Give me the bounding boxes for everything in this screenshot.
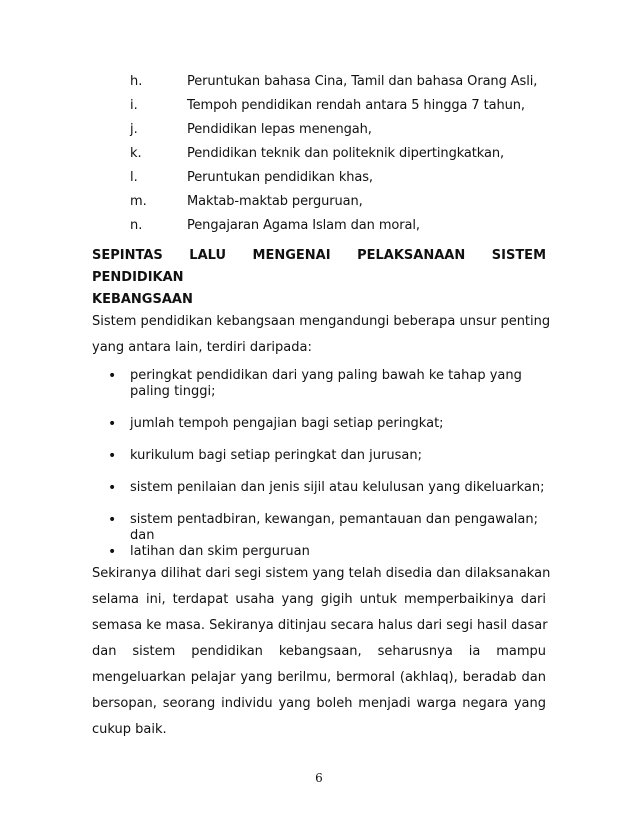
heading-line: SEPINTAS LALU MENGENAI PELAKSANAAN SISTEM PENDIDIKAN <box>92 248 546 285</box>
list-item <box>130 121 590 145</box>
paragraph-line: Sekiranya dilihat dari segi sistem yang telah disedia dan dilaksanakan <box>92 566 551 581</box>
paragraph-line: dan sistem pendidikan kebangsaan, seharusnya ia mampu <box>92 644 546 659</box>
heading-line: KEBANGSAAN <box>92 292 193 307</box>
section-heading <box>92 245 546 311</box>
list-marker: i. <box>130 98 138 113</box>
bullet-icon: • <box>108 448 117 464</box>
list-item <box>108 416 548 448</box>
list-item <box>108 480 548 512</box>
bullet-icon: • <box>108 368 117 384</box>
list-item-text: jumlah tempoh pengajian bagi setiap peringkat; <box>130 416 444 431</box>
conclusion-paragraph <box>92 561 551 743</box>
paragraph-line: mengeluarkan pelajar yang berilmu, bermoral (akhlaq), beradab dan <box>92 670 546 685</box>
list-item-text: Pendidikan teknik dan politeknik dipertingkatkan, <box>187 146 505 161</box>
paragraph-line: bersopan, seorang individu yang boleh menjadi warga negara yang <box>92 696 546 711</box>
list-item-text: Peruntukan bahasa Cina, Tamil dan bahasa Orang Asli, <box>187 74 538 89</box>
list-marker: j. <box>130 122 138 137</box>
paragraph-line: cukup baik. <box>92 722 167 737</box>
bullet-icon: • <box>108 480 117 496</box>
bullet-list <box>108 368 548 564</box>
list-item <box>130 169 590 193</box>
list-item-text: latihan dan skim perguruan <box>130 544 310 559</box>
list-item-text: sistem pentadbiran, kewangan, pemantauan dan pengawalan; dan <box>130 512 539 543</box>
intro-paragraph <box>92 309 551 361</box>
list-item <box>130 145 590 169</box>
list-item <box>108 368 548 416</box>
list-item <box>108 512 548 544</box>
list-item-text: Maktab-maktab perguruan, <box>187 194 363 209</box>
paragraph-line: semasa ke masa. Sekiranya ditinjau secara halus dari segi hasil dasar <box>92 618 548 633</box>
bullet-icon: • <box>108 416 117 432</box>
paragraph-line: selama ini, terdapat usaha yang gigih untuk memperbaikinya dari <box>92 592 546 607</box>
list-item <box>108 448 548 480</box>
list-item <box>130 193 590 217</box>
list-marker: k. <box>130 146 142 161</box>
list-item-text: kurikulum bagi setiap peringkat dan jurusan; <box>130 448 422 463</box>
list-item-text: Pengajaran Agama Islam dan moral, <box>187 218 420 233</box>
list-marker: h. <box>130 74 143 89</box>
list-marker: n. <box>130 218 143 233</box>
list-marker: m. <box>130 194 147 209</box>
list-item-text: Tempoh pendidikan rendah antara 5 hingga 7 tahun, <box>187 98 525 113</box>
paragraph-line: yang antara lain, terdiri daripada: <box>92 340 312 355</box>
bullet-icon: • <box>108 512 117 528</box>
bullet-icon: • <box>108 544 117 560</box>
list-item-text: sistem penilaian dan jenis sijil atau kelulusan yang dikeluarkan; <box>130 480 545 495</box>
list-item <box>130 97 590 121</box>
lettered-list <box>130 73 590 241</box>
page-number: 6 <box>315 771 323 785</box>
list-item-text: Peruntukan pendidikan khas, <box>187 170 373 185</box>
list-item <box>130 73 590 97</box>
paragraph-line: Sistem pendidikan kebangsaan mengandungi beberapa unsur penting <box>92 314 551 329</box>
list-marker: l. <box>130 170 138 185</box>
list-item <box>130 217 590 241</box>
list-item-text: Pendidikan lepas menengah, <box>187 122 372 137</box>
list-item-text: peringkat pendidikan dari yang paling bawah ke tahap yang paling tinggi; <box>130 368 522 399</box>
